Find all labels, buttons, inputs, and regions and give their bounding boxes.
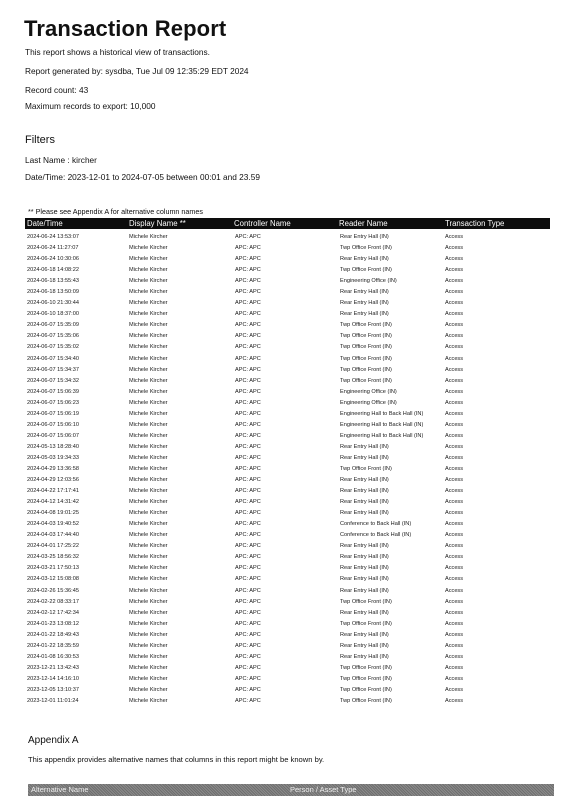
cell-date-time: 2024-02-26 15:36:45	[27, 587, 79, 594]
cell-controller-name: APC: APC	[235, 355, 261, 362]
cell-date-time: 2024-01-08 16:30:53	[27, 653, 79, 660]
cell-transaction-type: Access	[445, 631, 464, 638]
cell-reader-name: Rear Entry Hall (IN)	[340, 510, 389, 517]
cell-display-name: Michele Kircher	[129, 333, 168, 340]
cell-date-time: 2024-03-12 15:08:08	[27, 576, 79, 583]
appendix-column-alternative-name: Alternative Name	[31, 785, 89, 794]
cell-display-name: Michele Kircher	[129, 642, 168, 649]
cell-controller-name: APC: APC	[235, 697, 261, 704]
cell-transaction-type: Access	[445, 686, 464, 693]
cell-display-name: Michele Kircher	[129, 664, 168, 671]
cell-controller-name: APC: APC	[235, 333, 261, 340]
page-title: Transaction Report	[24, 16, 227, 41]
cell-controller-name: APC: APC	[235, 620, 261, 627]
cell-controller-name: APC: APC	[235, 410, 261, 417]
cell-display-name: Michele Kircher	[129, 521, 168, 528]
cell-date-time: 2024-01-22 18:49:43	[27, 631, 79, 638]
cell-display-name: Michele Kircher	[129, 289, 168, 296]
cell-date-time: 2024-02-22 08:33:17	[27, 598, 79, 605]
cell-reader-name: Rear Entry Hall (IN)	[340, 565, 389, 572]
cell-controller-name: APC: APC	[235, 399, 261, 406]
cell-date-time: 2024-04-29 12:03:56	[27, 477, 79, 484]
cell-controller-name: APC: APC	[235, 421, 261, 428]
table-row	[25, 487, 550, 498]
cell-display-name: Michele Kircher	[129, 344, 168, 351]
table-row	[25, 255, 550, 266]
cell-date-time: 2024-06-07 15:35:09	[27, 322, 79, 329]
cell-display-name: Michele Kircher	[129, 454, 168, 461]
table-row	[25, 321, 550, 332]
cell-display-name: Michele Kircher	[129, 311, 168, 318]
column-header-display-name: Display Name **	[129, 219, 186, 228]
cell-date-time: 2024-06-07 15:35:02	[27, 344, 79, 351]
table-row	[25, 498, 550, 509]
cell-transaction-type: Access	[445, 598, 464, 605]
cell-reader-name: Twp Office Front (IN)	[340, 344, 392, 351]
cell-transaction-type: Access	[445, 443, 464, 450]
table-row	[25, 410, 550, 421]
cell-display-name: Michele Kircher	[129, 697, 168, 704]
transaction-table-body	[25, 233, 550, 708]
cell-date-time: 2024-03-25 18:56:32	[27, 554, 79, 561]
cell-date-time: 2024-06-07 15:35:06	[27, 333, 79, 340]
cell-transaction-type: Access	[445, 488, 464, 495]
table-row	[25, 575, 550, 586]
cell-date-time: 2024-04-03 19:40:52	[27, 521, 79, 528]
table-row	[25, 233, 550, 244]
cell-transaction-type: Access	[445, 697, 464, 704]
cell-display-name: Michele Kircher	[129, 300, 168, 307]
cell-reader-name: Rear Entry Hall (IN)	[340, 576, 389, 583]
cell-display-name: Michele Kircher	[129, 399, 168, 406]
cell-controller-name: APC: APC	[235, 587, 261, 594]
cell-transaction-type: Access	[445, 653, 464, 660]
cell-reader-name: Rear Entry Hall (IN)	[340, 256, 389, 263]
cell-date-time: 2024-01-23 13:08:12	[27, 620, 79, 627]
cell-transaction-type: Access	[445, 256, 464, 263]
cell-reader-name: Twp Office Front (IN)	[340, 465, 392, 472]
table-row	[25, 299, 550, 310]
cell-controller-name: APC: APC	[235, 300, 261, 307]
cell-date-time: 2023-12-01 11:01:24	[27, 697, 79, 704]
cell-reader-name: Conference to Back Hall (IN)	[340, 532, 412, 539]
table-row	[25, 509, 550, 520]
cell-transaction-type: Access	[445, 587, 464, 594]
cell-transaction-type: Access	[445, 465, 464, 472]
cell-reader-name: Twp Office Front (IN)	[340, 697, 392, 704]
cell-date-time: 2024-04-29 13:36:58	[27, 465, 79, 472]
cell-controller-name: APC: APC	[235, 686, 261, 693]
cell-display-name: Michele Kircher	[129, 598, 168, 605]
cell-transaction-type: Access	[445, 565, 464, 572]
cell-transaction-type: Access	[445, 289, 464, 296]
cell-transaction-type: Access	[445, 432, 464, 439]
cell-display-name: Michele Kircher	[129, 488, 168, 495]
cell-reader-name: Twp Office Front (IN)	[340, 355, 392, 362]
cell-display-name: Michele Kircher	[129, 278, 168, 285]
cell-reader-name: Rear Entry Hall (IN)	[340, 443, 389, 450]
cell-date-time: 2024-04-12 14:31:42	[27, 499, 79, 506]
table-row	[25, 366, 550, 377]
cell-controller-name: APC: APC	[235, 642, 261, 649]
appendix-column-person-asset-type: Person / Asset Type	[290, 785, 357, 794]
column-header-date-time: Date/Time	[27, 219, 63, 228]
cell-reader-name: Twp Office Front (IN)	[340, 333, 392, 340]
cell-transaction-type: Access	[445, 267, 464, 274]
cell-reader-name: Rear Entry Hall (IN)	[340, 311, 389, 318]
cell-controller-name: APC: APC	[235, 234, 261, 240]
table-row	[25, 288, 550, 299]
cell-reader-name: Rear Entry Hall (IN)	[340, 554, 389, 561]
cell-reader-name: Twp Office Front (IN)	[340, 598, 392, 605]
cell-transaction-type: Access	[445, 355, 464, 362]
cell-reader-name: Conference to Back Hall (IN)	[340, 521, 412, 528]
cell-date-time: 2024-04-08 19:01:25	[27, 510, 79, 517]
table-row	[25, 598, 550, 609]
cell-transaction-type: Access	[445, 554, 464, 561]
cell-display-name: Michele Kircher	[129, 543, 168, 550]
table-row	[25, 377, 550, 388]
cell-controller-name: APC: APC	[235, 598, 261, 605]
cell-controller-name: APC: APC	[235, 664, 261, 671]
cell-date-time: 2024-02-12 17:42:34	[27, 609, 79, 616]
cell-controller-name: APC: APC	[235, 609, 261, 616]
cell-date-time: 2024-06-18 13:55:43	[27, 278, 79, 285]
table-row	[25, 564, 550, 575]
cell-date-time: 2024-06-10 21:30:44	[27, 300, 79, 307]
cell-controller-name: APC: APC	[235, 245, 261, 252]
record-count: Record count: 43	[25, 85, 89, 95]
cell-date-time: 2023-12-05 13:10:37	[27, 686, 79, 693]
appendix-heading: Appendix A	[28, 735, 79, 746]
cell-reader-name: Rear Entry Hall (IN)	[340, 543, 389, 550]
table-row	[25, 542, 550, 553]
cell-reader-name: Engineering Office (IN)	[340, 399, 397, 406]
table-row	[25, 310, 550, 321]
cell-reader-name: Rear Entry Hall (IN)	[340, 499, 389, 506]
cell-reader-name: Rear Entry Hall (IN)	[340, 488, 389, 495]
cell-display-name: Michele Kircher	[129, 410, 168, 417]
table-row	[25, 432, 550, 443]
cell-controller-name: APC: APC	[235, 565, 261, 572]
cell-date-time: 2024-04-01 17:25:22	[27, 543, 79, 550]
cell-transaction-type: Access	[445, 477, 464, 484]
cell-display-name: Michele Kircher	[129, 620, 168, 627]
cell-controller-name: APC: APC	[235, 543, 261, 550]
appendix-text: This appendix provides alternative names that columns in this report might be known by.	[28, 755, 325, 764]
cell-reader-name: Rear Entry Hall (IN)	[340, 477, 389, 484]
cell-reader-name: Twp Office Front (IN)	[340, 267, 392, 274]
cell-display-name: Michele Kircher	[129, 245, 168, 252]
cell-date-time: 2024-06-07 15:06:39	[27, 388, 79, 395]
cell-transaction-type: Access	[445, 300, 464, 307]
appendix-note: ** Please see Appendix A for alternative column names	[28, 207, 204, 216]
cell-date-time: 2024-06-24 11:27:07	[27, 245, 79, 252]
report-generated: Report generated by: sysdba, Tue Jul 09 12:35:29 EDT 2024	[25, 66, 249, 76]
cell-transaction-type: Access	[445, 234, 464, 240]
table-row	[25, 653, 550, 664]
cell-display-name: Michele Kircher	[129, 499, 168, 506]
cell-transaction-type: Access	[445, 510, 464, 517]
cell-reader-name: Engineering Office (IN)	[340, 278, 397, 285]
column-header-reader-name: Reader Name	[339, 219, 388, 228]
cell-date-time: 2024-04-22 17:17:41	[27, 488, 79, 495]
cell-transaction-type: Access	[445, 620, 464, 627]
table-row	[25, 587, 550, 598]
cell-transaction-type: Access	[445, 532, 464, 539]
cell-reader-name: Rear Entry Hall (IN)	[340, 234, 389, 240]
cell-reader-name: Rear Entry Hall (IN)	[340, 642, 389, 649]
table-row	[25, 465, 550, 476]
cell-controller-name: APC: APC	[235, 311, 261, 318]
cell-controller-name: APC: APC	[235, 465, 261, 472]
cell-date-time: 2024-06-07 15:06:19	[27, 410, 79, 417]
table-row	[25, 443, 550, 454]
cell-transaction-type: Access	[445, 322, 464, 329]
cell-display-name: Michele Kircher	[129, 653, 168, 660]
cell-display-name: Michele Kircher	[129, 554, 168, 561]
table-row	[25, 244, 550, 255]
cell-display-name: Michele Kircher	[129, 686, 168, 693]
cell-reader-name: Engineering Hall to Back Hall (IN)	[340, 410, 424, 417]
cell-transaction-type: Access	[445, 366, 464, 373]
cell-display-name: Michele Kircher	[129, 267, 168, 274]
cell-transaction-type: Access	[445, 675, 464, 682]
cell-display-name: Michele Kircher	[129, 432, 168, 439]
cell-controller-name: APC: APC	[235, 521, 261, 528]
cell-transaction-type: Access	[445, 377, 464, 384]
cell-display-name: Michele Kircher	[129, 587, 168, 594]
cell-display-name: Michele Kircher	[129, 510, 168, 517]
table-row	[25, 620, 550, 631]
cell-transaction-type: Access	[445, 543, 464, 550]
cell-reader-name: Rear Entry Hall (IN)	[340, 653, 389, 660]
cell-date-time: 2024-04-03 17:44:40	[27, 532, 79, 539]
cell-reader-name: Twp Office Front (IN)	[340, 675, 392, 682]
cell-reader-name: Rear Entry Hall (IN)	[340, 609, 389, 616]
table-row	[25, 476, 550, 487]
cell-display-name: Michele Kircher	[129, 532, 168, 539]
table-row	[25, 686, 550, 697]
cell-transaction-type: Access	[445, 499, 464, 506]
cell-controller-name: APC: APC	[235, 631, 261, 638]
table-row	[25, 355, 550, 366]
cell-transaction-type: Access	[445, 609, 464, 616]
cell-display-name: Michele Kircher	[129, 388, 168, 395]
cell-transaction-type: Access	[445, 410, 464, 417]
cell-transaction-type: Access	[445, 576, 464, 583]
cell-controller-name: APC: APC	[235, 532, 261, 539]
cell-display-name: Michele Kircher	[129, 322, 168, 329]
cell-controller-name: APC: APC	[235, 432, 261, 439]
table-row	[25, 553, 550, 564]
cell-controller-name: APC: APC	[235, 322, 261, 329]
table-row	[25, 631, 550, 642]
table-row	[25, 531, 550, 542]
cell-transaction-type: Access	[445, 311, 464, 318]
cell-date-time: 2024-06-07 15:34:40	[27, 355, 79, 362]
table-row	[25, 520, 550, 531]
cell-controller-name: APC: APC	[235, 576, 261, 583]
cell-controller-name: APC: APC	[235, 510, 261, 517]
cell-reader-name: Rear Entry Hall (IN)	[340, 454, 389, 461]
cell-display-name: Michele Kircher	[129, 631, 168, 638]
column-header-transaction-type: Transaction Type	[445, 219, 505, 228]
table-row	[25, 675, 550, 686]
table-row	[25, 664, 550, 675]
cell-date-time: 2023-12-21 13:42:43	[27, 664, 79, 671]
cell-date-time: 2024-06-24 13:53:07	[27, 234, 79, 240]
cell-controller-name: APC: APC	[235, 377, 261, 384]
cell-display-name: Michele Kircher	[129, 256, 168, 263]
cell-controller-name: APC: APC	[235, 488, 261, 495]
table-row	[25, 454, 550, 465]
cell-display-name: Michele Kircher	[129, 421, 168, 428]
cell-date-time: 2024-06-10 18:37:00	[27, 311, 79, 318]
cell-controller-name: APC: APC	[235, 477, 261, 484]
cell-date-time: 2024-06-07 15:06:23	[27, 399, 79, 406]
cell-controller-name: APC: APC	[235, 675, 261, 682]
cell-controller-name: APC: APC	[235, 388, 261, 395]
cell-controller-name: APC: APC	[235, 267, 261, 274]
table-row	[25, 332, 550, 343]
cell-display-name: Michele Kircher	[129, 576, 168, 583]
cell-display-name: Michele Kircher	[129, 465, 168, 472]
max-records: Maximum records to export: 10,000	[25, 101, 156, 111]
cell-display-name: Michele Kircher	[129, 377, 168, 384]
cell-date-time: 2024-06-07 15:06:07	[27, 432, 79, 439]
cell-reader-name: Twp Office Front (IN)	[340, 686, 392, 693]
cell-date-time: 2024-06-18 14:08:22	[27, 267, 79, 274]
cell-controller-name: APC: APC	[235, 653, 261, 660]
cell-date-time: 2023-12-14 14:16:10	[27, 675, 79, 682]
cell-display-name: Michele Kircher	[129, 234, 168, 240]
table-row	[25, 388, 550, 399]
cell-controller-name: APC: APC	[235, 256, 261, 263]
cell-reader-name: Twp Office Front (IN)	[340, 366, 392, 373]
cell-controller-name: APC: APC	[235, 344, 261, 351]
cell-reader-name: Twp Office Front (IN)	[340, 322, 392, 329]
cell-date-time: 2024-01-22 18:35:59	[27, 642, 79, 649]
table-header	[25, 218, 550, 229]
cell-display-name: Michele Kircher	[129, 443, 168, 450]
column-header-controller-name: Controller Name	[234, 219, 291, 228]
table-row	[25, 343, 550, 354]
filter-date-time: Date/Time: 2023-12-01 to 2024-07-05 between 00:01 and 23.59	[25, 172, 260, 182]
report-description: This report shows a historical view of transactions.	[25, 47, 210, 57]
cell-date-time: 2024-06-07 15:06:10	[27, 421, 79, 428]
table-row	[25, 421, 550, 432]
cell-transaction-type: Access	[445, 399, 464, 406]
filter-last-name: Last Name : kircher	[25, 155, 97, 165]
cell-transaction-type: Access	[445, 344, 464, 351]
cell-transaction-type: Access	[445, 421, 464, 428]
cell-transaction-type: Access	[445, 333, 464, 340]
table-row	[25, 697, 550, 708]
table-row	[25, 642, 550, 653]
cell-date-time: 2024-05-03 19:34:33	[27, 454, 79, 461]
cell-reader-name: Rear Entry Hall (IN)	[340, 587, 389, 594]
cell-display-name: Michele Kircher	[129, 565, 168, 572]
cell-controller-name: APC: APC	[235, 443, 261, 450]
cell-transaction-type: Access	[445, 278, 464, 285]
filters-heading: Filters	[25, 134, 55, 146]
table-row	[25, 609, 550, 620]
cell-controller-name: APC: APC	[235, 454, 261, 461]
cell-display-name: Michele Kircher	[129, 477, 168, 484]
cell-reader-name: Rear Entry Hall (IN)	[340, 300, 389, 307]
cell-reader-name: Twp Office Front (IN)	[340, 245, 392, 252]
cell-transaction-type: Access	[445, 454, 464, 461]
table-row	[25, 266, 550, 277]
cell-reader-name: Rear Entry Hall (IN)	[340, 289, 389, 296]
cell-display-name: Michele Kircher	[129, 366, 168, 373]
cell-reader-name: Engineering Office (IN)	[340, 388, 397, 395]
cell-date-time: 2024-06-07 15:34:37	[27, 366, 79, 373]
cell-reader-name: Twp Office Front (IN)	[340, 664, 392, 671]
cell-controller-name: APC: APC	[235, 366, 261, 373]
appendix-table-header	[28, 784, 554, 796]
cell-date-time: 2024-06-24 10:30:06	[27, 256, 79, 263]
cell-date-time: 2024-06-18 13:50:09	[27, 289, 79, 296]
cell-date-time: 2024-06-07 15:34:32	[27, 377, 79, 384]
cell-reader-name: Twp Office Front (IN)	[340, 620, 392, 627]
table-row	[25, 277, 550, 288]
cell-transaction-type: Access	[445, 642, 464, 649]
cell-controller-name: APC: APC	[235, 554, 261, 561]
cell-display-name: Michele Kircher	[129, 675, 168, 682]
cell-reader-name: Twp Office Front (IN)	[340, 377, 392, 384]
cell-display-name: Michele Kircher	[129, 609, 168, 616]
cell-transaction-type: Access	[445, 521, 464, 528]
table-row	[25, 399, 550, 410]
cell-transaction-type: Access	[445, 245, 464, 252]
cell-transaction-type: Access	[445, 388, 464, 395]
cell-display-name: Michele Kircher	[129, 355, 168, 362]
cell-reader-name: Engineering Hall to Back Hall (IN)	[340, 432, 424, 439]
cell-transaction-type: Access	[445, 664, 464, 671]
cell-controller-name: APC: APC	[235, 278, 261, 285]
cell-controller-name: APC: APC	[235, 289, 261, 296]
cell-controller-name: APC: APC	[235, 499, 261, 506]
cell-date-time: 2024-05-13 18:28:40	[27, 443, 79, 450]
cell-date-time: 2024-03-21 17:50:13	[27, 565, 79, 572]
cell-reader-name: Rear Entry Hall (IN)	[340, 631, 389, 638]
cell-reader-name: Engineering Hall to Back Hall (IN)	[340, 421, 424, 428]
